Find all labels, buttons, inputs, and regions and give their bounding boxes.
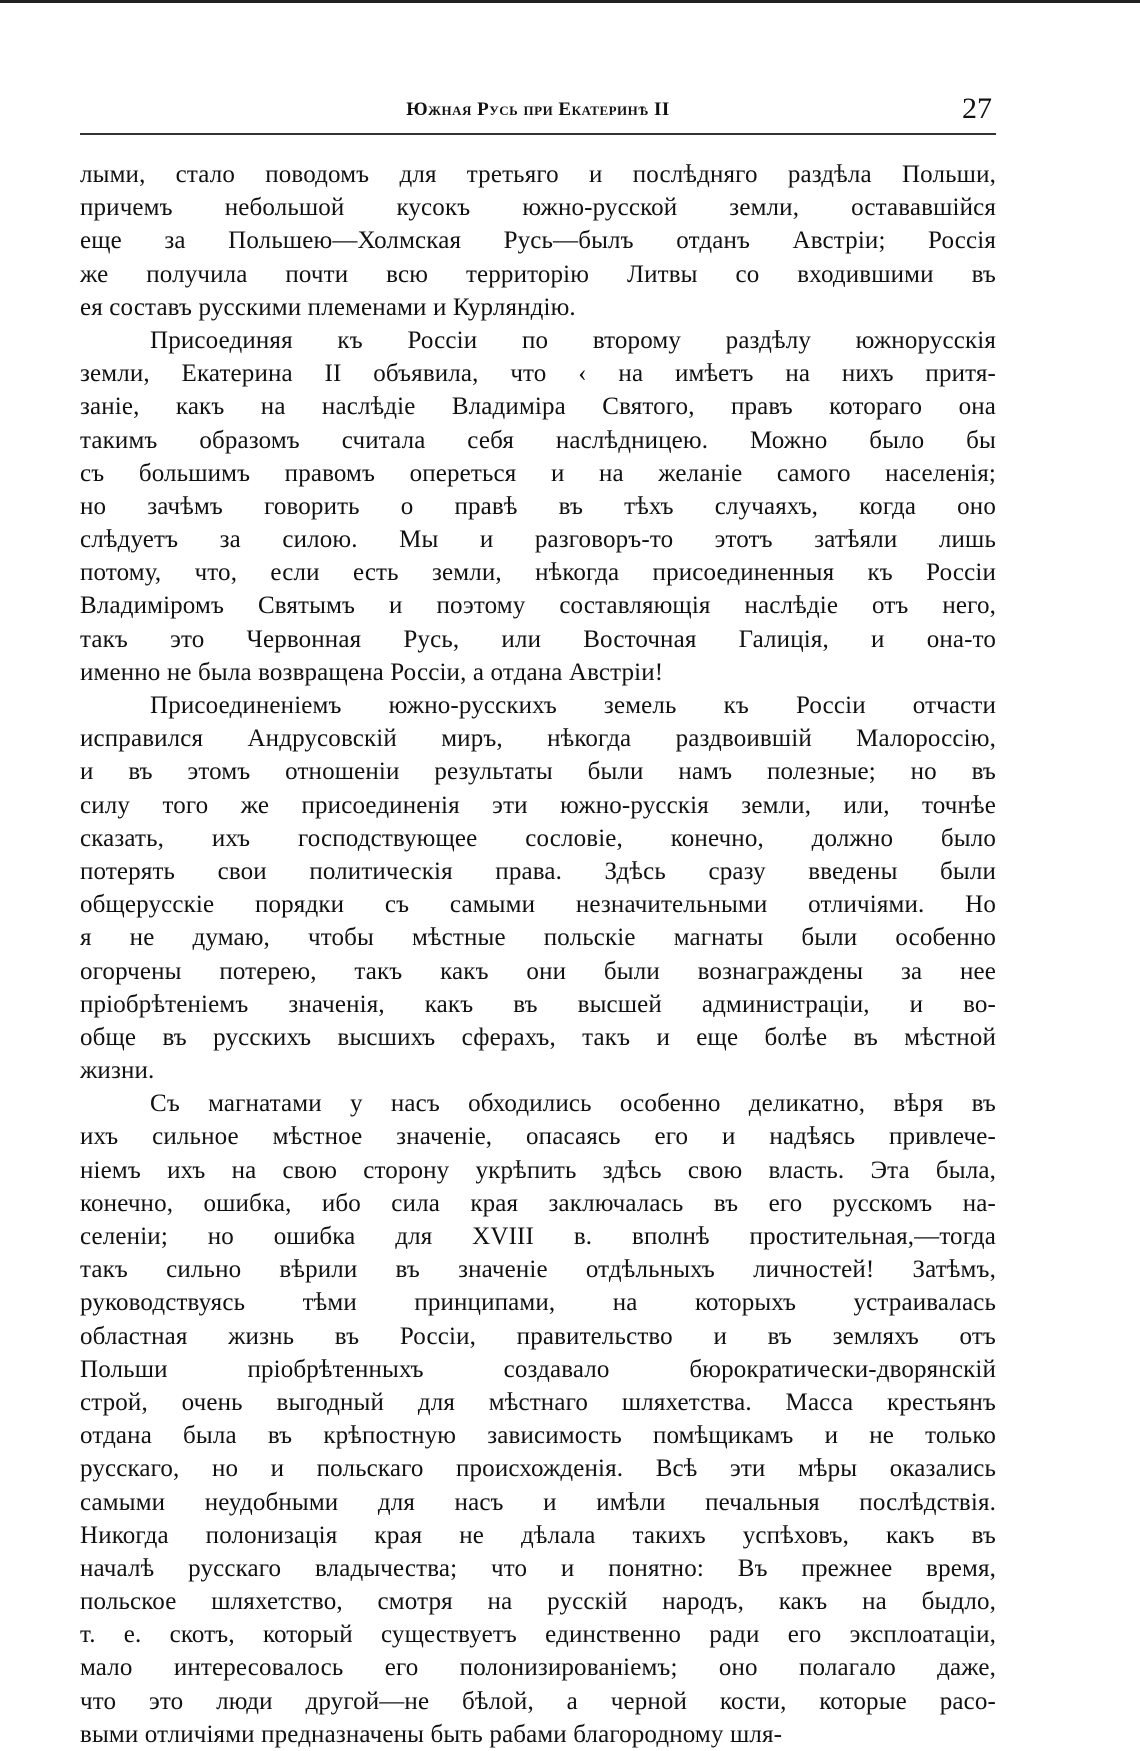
text-line: выми отличіями предназначены быть рабами благородному шля- xyxy=(80,1720,783,1748)
text-line: земли, Екатерина II объявила, что ‹ на имѣетъ на нихъ притя- xyxy=(80,360,996,388)
text-line: такъ сильно вѣрили въ значеніе отдѣльныхъ личностей! Затѣмъ, xyxy=(80,1256,996,1284)
paragraph xyxy=(80,324,996,689)
text-line: руководствуясь тѣми принципами, на которыхъ устраивалась xyxy=(80,1289,996,1317)
paragraph xyxy=(80,158,996,324)
top-rule xyxy=(0,0,1140,3)
text-line: пріобрѣтеніемъ значенія, какъ въ высшей администраціи, и во- xyxy=(80,990,996,1018)
text-line: началѣ русскаго владычества; что и понятно: Въ прежнее время, xyxy=(80,1554,996,1582)
text-line: причемъ небольшой кусокъ южно-русской земли, остававшійся xyxy=(80,194,996,222)
text-line: слѣдуетъ за силою. Мы и разговоръ-то этотъ затѣяли лишь xyxy=(80,526,996,554)
text-line: Никогда полонизація края не дѣлала такихъ успѣховъ, какъ въ xyxy=(80,1521,996,1549)
text-line: такъ это Червонная Русь, или Восточная Галиція, и она-то xyxy=(80,625,996,653)
text-line: же получила почти всю территорію Литвы со входившими въ xyxy=(80,260,996,288)
text-line: польское шляхетство, смотря на русскій народъ, какъ на быдло, xyxy=(80,1588,996,1616)
header-rule xyxy=(80,133,996,135)
text-line: я не думаю, чтобы мѣстные польскіе магнаты были особенно xyxy=(80,924,996,952)
running-title: Южная Русь при Екатеринѣ II xyxy=(406,99,670,120)
text-line: т. е. скотъ, который существуетъ единственно ради его эксплоатаціи, xyxy=(80,1621,996,1649)
text-line: потерять свои политическія права. Здѣсь сразу введены были xyxy=(80,857,996,885)
text-line: Присоединеніемъ южно-русскихъ земель къ Россіи отчасти xyxy=(150,692,996,719)
text-line: областная жизнь въ Россіи, правительство и въ земляхъ отъ xyxy=(80,1322,996,1350)
text-line: общерусскіе порядки съ самыми незначительными отличіями. Но xyxy=(80,891,996,919)
text-line: исправился Андрусовскій миръ, нѣкогда раздвоившій Малороссію, xyxy=(80,725,996,753)
text-line: русскаго, но и польскаго происхожденія. Всѣ эти мѣры оказались xyxy=(80,1455,996,1483)
text-line: мало интересовалось его полонизированіемъ; оно полагало даже, xyxy=(80,1654,996,1682)
page-number: 27 xyxy=(962,92,992,125)
text-line: ихъ сильное мѣстное значеніе, опасаясь его и надѣясь привлече- xyxy=(80,1123,996,1151)
text-line: Съ магнатами у насъ обходились особенно деликатно, вѣря въ xyxy=(150,1090,996,1118)
body-text xyxy=(80,158,996,1751)
text-line: силу того же присоединенія эти южно-русскія земли, или, точнѣе xyxy=(80,791,996,819)
text-line: селеніи; но ошибка для XVIII в. вполнѣ простительная,—тогда xyxy=(80,1223,996,1250)
text-line: еще за Польшею—Холмская Русь—былъ отданъ Австріи; Россія xyxy=(80,227,996,255)
text-line: ніемъ ихъ на свою сторону укрѣпить здѣсь свою власть. Эта была, xyxy=(80,1156,996,1184)
text-line: жизни. xyxy=(80,1057,155,1085)
text-line: потому, что, если есть земли, нѣкогда присоединенныя къ Россіи xyxy=(80,559,996,587)
text-line: заніе, какъ на наслѣдіе Владиміра Святого, правъ котораго она xyxy=(80,393,996,421)
text-line: такимъ образомъ считала себя наслѣдницею. Можно было бы xyxy=(80,426,996,454)
page-header xyxy=(80,92,996,126)
paragraph xyxy=(80,1087,996,1751)
text-line: Присоединяя къ Россіи по второму раздѣлу южнорусскія xyxy=(150,326,996,354)
text-line: сказать, ихъ господствующее сословіе, конечно, должно было xyxy=(80,824,996,852)
text-line: и въ этомъ отношеніи результаты были намъ полезные; но въ xyxy=(80,758,996,786)
text-line: но зачѣмъ говорить о правѣ въ тѣхъ случаяхъ, когда оно xyxy=(80,492,996,520)
text-line: Владиміромъ Святымъ и поэтому составляющія наслѣдіе отъ него, xyxy=(80,592,996,620)
text-line: огорчены потерею, такъ какъ они были вознаграждены за нее xyxy=(80,957,996,985)
text-line: самыми неудобными для насъ и имѣли печальныя послѣдствія. xyxy=(80,1488,996,1516)
text-line: ея составъ русскими племенами и Курляндію. xyxy=(80,293,576,321)
text-line: обще въ русскихъ высшихъ сферахъ, такъ и еще болѣе въ мѣстной xyxy=(80,1023,996,1051)
text-line: именно не была возвращена Россіи, а отдана Австріи! xyxy=(80,658,664,686)
paragraph xyxy=(80,689,996,1087)
text-line: конечно, ошибка, ибо сила края заключалась въ его русскомъ на- xyxy=(80,1189,996,1217)
text-line: отдана была въ крѣпостную зависимость помѣщикамъ и не только xyxy=(80,1422,996,1450)
text-line: Польши пріобрѣтенныхъ создавало бюрократически-дворянскій xyxy=(80,1355,996,1383)
text-line: что это люди другой—не бѣлой, а черной кости, которые расо- xyxy=(80,1687,996,1715)
text-line: съ большимъ правомъ опереться и на желаніе самого населенія; xyxy=(80,459,996,487)
text-line: лыми, стало поводомъ для третьяго и послѣдняго раздѣла Польши, xyxy=(80,161,996,188)
text-line: строй, очень выгодный для мѣстнаго шляхетства. Масса крестьянъ xyxy=(80,1388,996,1416)
